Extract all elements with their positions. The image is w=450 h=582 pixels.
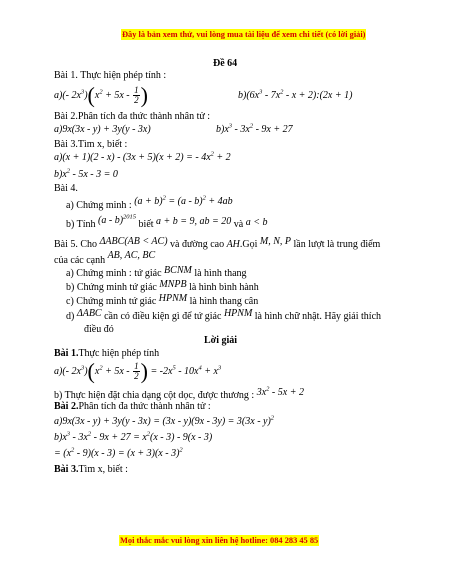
sol-bai2-b: $b)x^3 - 3x^2 - 9x + 27 = x^2(x - 3) - 9(x - 3)$ xyxy=(54,430,213,443)
bai2-a-expression: a)9x(3x - y) + 3y(y - 3x) xyxy=(54,124,151,135)
bai2-heading: Bài 2.Phân tích đa thức thành nhân tử : xyxy=(54,111,211,122)
bai5-item-d-cont: điều đó xyxy=(84,324,114,335)
header-banner: Đây là bản xem thử, vui lòng mua tài liệu để xem chi tiết (có lời giải) xyxy=(122,30,366,39)
sol-bai2-heading: Bài 2.Phân tích đa thức thành nhân tử : xyxy=(54,401,211,412)
sol-bai1-a: a)(- $2x^3)(x^2 + 5x$ - $\frac{1}{2}$ ) = $-2x^5 - 10x^4 + x^3$ xyxy=(54,358,222,384)
bai1-b-expression: $b)(6x^3 - 7x^2$ - x + 2):(2x + 1) xyxy=(238,88,353,101)
bai2-b-expression: $b)x^3 - 3x^2 - 9x + 27$ xyxy=(216,122,293,135)
bai3-heading: Bài 3.Tìm x, biết : xyxy=(54,139,128,150)
sol-bai1-heading: Bài 1.Thực hiện phép tính xyxy=(54,348,160,359)
solution-title: Lời giải xyxy=(204,335,238,346)
exam-title: Đề 64 xyxy=(213,58,238,69)
bai3-b-expression: $b)x^2 - 5x - 3 = 0$ xyxy=(54,167,118,180)
bai5-item-c: c) Chứng minh tứ giác HPNM là hình thang cân xyxy=(66,293,259,307)
bai1-a-expression: a)(- $2x^3)(x^2 + 5x$ - $\frac{1}{2}$ ) xyxy=(54,82,148,108)
sol-bai1-b: b) Thực hiện đặt chia dạng cột dọc, được thương : $3x^2 - 5x + 2$ xyxy=(54,385,304,401)
bai5-item-d: d) ΔABC cần có điều kiện gì để tứ giác HPNM là hình chữ nhật. Hãy giải thích xyxy=(66,308,382,322)
bai4-b: b) Tính (a - b)$^{2015}$ biết a + b = 9, ab = 20 và a < b xyxy=(66,213,268,230)
bai4-a: a) Chứng minh : $(a + b)^2 = (a - b)^2 + 4ab$ xyxy=(66,194,233,211)
bai5-item-a: a) Chứng minh : tứ giác BCNM là hình thang xyxy=(66,265,247,279)
sol-bai2-a: a)9x(3x - y) + 3y(y - 3x) = (3x - y)(9x - 3y) = 3(3x - y)$^2$ xyxy=(54,414,275,427)
bai5-item-b: b) Chứng minh tứ giác MNPB là hình bình hành xyxy=(66,279,259,293)
bai1-heading: Bài 1. Thực hiện phép tính : xyxy=(54,70,167,81)
bai5-line2: của các cạnh AB, AC, BC xyxy=(54,250,156,266)
footer-banner: Mọi thắc mắc vui lòng xin liên hệ hotline: 084 283 45 85 xyxy=(120,536,319,545)
bai4-heading: Bài 4. xyxy=(54,183,78,194)
sol-bai2-c: = $(x^2 - 9)(x - 3) = (x + 3)(x - 3)^2$ xyxy=(54,446,183,459)
bai5-line1: Bài 5. Cho ΔABC(AB < AC) và đường cao AH.Gọi M, N, P lần lượt là trung điểm xyxy=(54,236,381,250)
sol-bai3-heading: Bài 3.Tìm x, biết : xyxy=(54,464,128,475)
bai3-a-expression: a)(x + 1)(2 - x) - (3x + 5)(x + 2) = - $4x^2 + 2$ xyxy=(54,150,231,163)
